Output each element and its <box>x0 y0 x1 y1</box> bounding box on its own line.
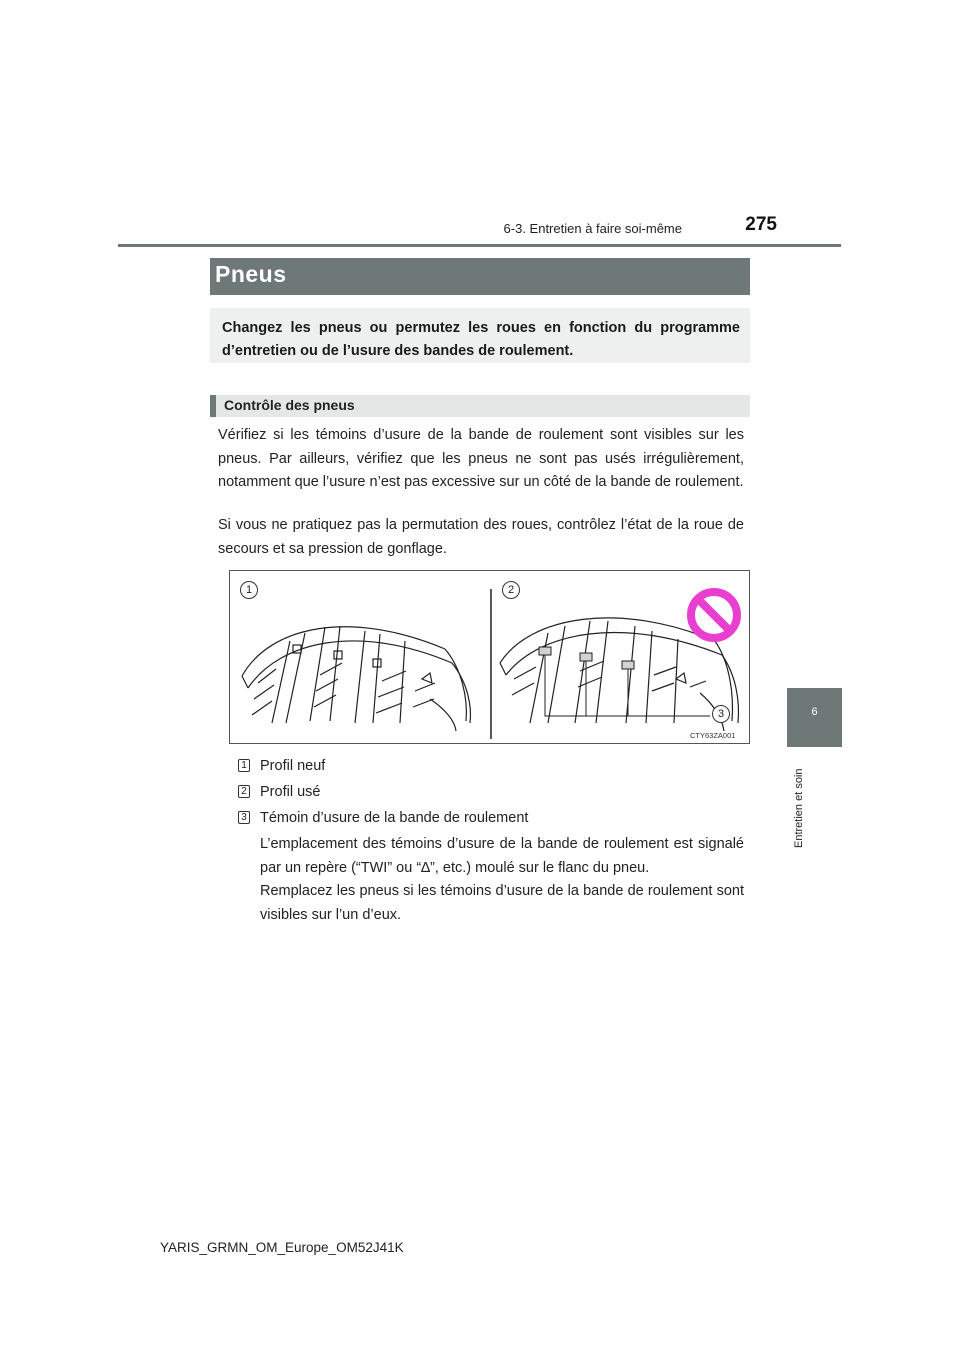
legend-label-2: Profil usé <box>260 784 321 800</box>
figure-code: CTY63ZA001 <box>690 731 736 740</box>
page-title: Pneus <box>215 261 287 287</box>
chapter-tab-number: 6 <box>811 706 818 718</box>
legend-number-3: 3 <box>238 811 250 824</box>
legend-label-1: Profil neuf <box>260 758 326 774</box>
no-entry-icon <box>691 592 737 638</box>
chapter-side-label-text: Entretien et soin <box>793 768 805 848</box>
body-paragraph: Si vous ne pratiquez pas la permutation des roues, contrôlez l’état de la roue de secours et sa pression de gonflage. <box>218 517 744 557</box>
chapter-side-label <box>790 758 804 848</box>
subsection-marker <box>210 395 216 417</box>
intro-text: Changez les pneus ou permutez les roues en fonction du programme d’entretien ou de l’usure des bandes de roulement. <box>222 320 740 359</box>
legend-number-1: 1 <box>238 759 250 772</box>
legend-label-3: Témoin d’usure de la bande de roulement <box>260 810 529 826</box>
legend-number-2: 2 <box>238 785 250 798</box>
new-tread-tire <box>242 626 470 731</box>
legend-detail-paragraph: Remplacez les pneus si les témoins d’usure de la bande de roulement sont visibles sur l’un d’eux. <box>260 883 744 923</box>
document-footer-code: YARIS_GRMN_OM_Europe_OM52J41K <box>160 1240 404 1255</box>
tire-illustration <box>230 571 751 745</box>
figure-callout-1: 1 <box>240 581 258 599</box>
body-paragraph: Vérifiez si les témoins d’usure de la bande de roulement sont visibles sur les pneus. Par ailleurs, vérifiez que les pneus ne sont pas usés irrégulièrement, notamment que l’usure n’est pas excessive sur un côté de la bande de roulement. <box>218 427 744 490</box>
page-number: 275 <box>745 214 777 235</box>
header-section-title: 6-3. Entretien à faire soi-même <box>503 221 682 236</box>
figure-callout-3: 3 <box>712 705 730 723</box>
twi-mark-icon <box>676 673 686 683</box>
figure-callout-2: 2 <box>502 581 520 599</box>
header-rule <box>118 244 841 247</box>
title-bar <box>210 258 750 295</box>
tire-tread-figure <box>229 570 750 744</box>
legend-detail-paragraph: L’emplacement des témoins d’usure de la bande de roulement est signalé par un repère (“TWI” ou “∆”, etc.) moulé sur le flanc du pneu. <box>260 836 744 876</box>
subsection-title: Contrôle des pneus <box>224 397 355 413</box>
